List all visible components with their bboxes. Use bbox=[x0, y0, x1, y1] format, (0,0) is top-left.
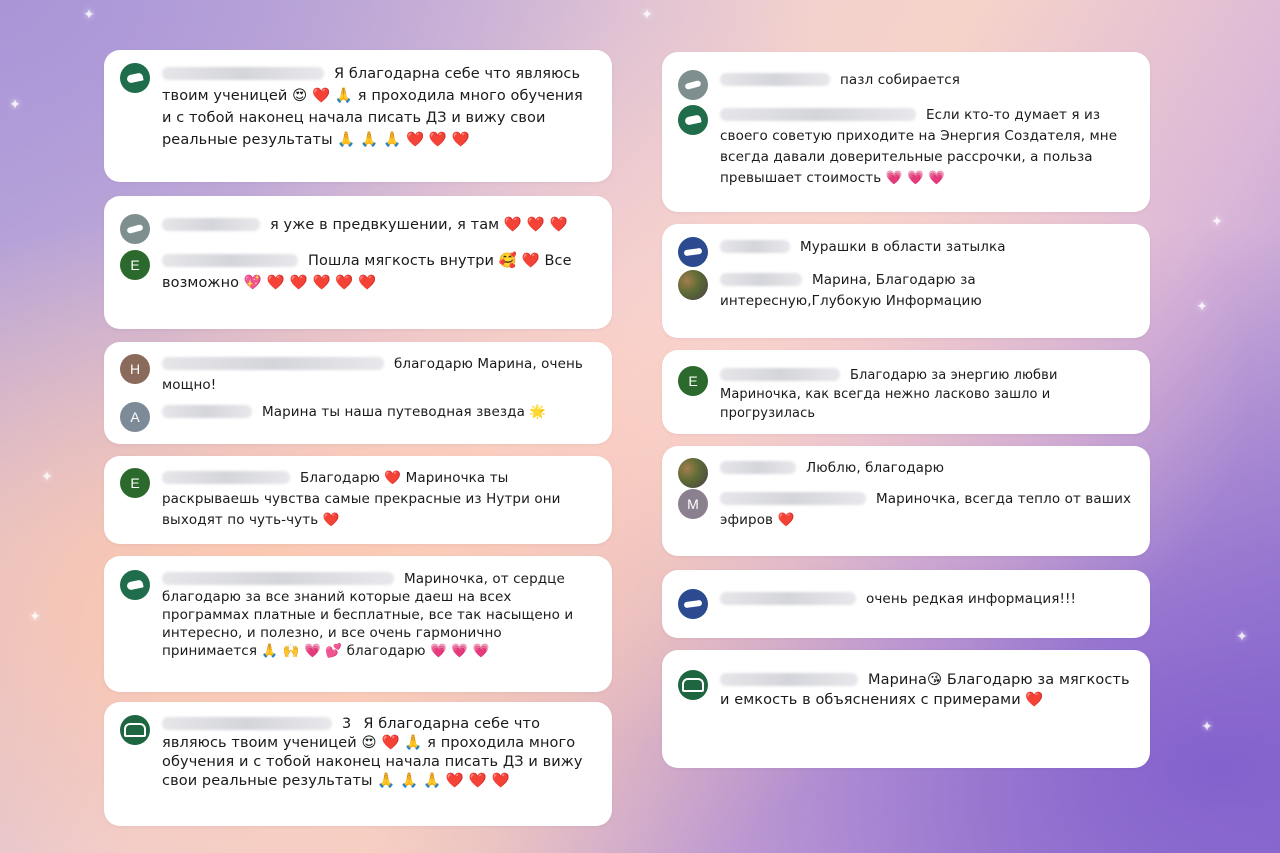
comment bbox=[120, 250, 596, 294]
comment-text: Благодарю за энергию любви Мариночка, как всегда нежно ласково зашло и прогрузилась bbox=[720, 368, 1058, 421]
comment-card bbox=[104, 702, 612, 826]
comment bbox=[120, 468, 596, 531]
comment bbox=[120, 354, 596, 396]
photo-avatar-icon[interactable] bbox=[678, 458, 708, 488]
comment bbox=[678, 366, 1134, 423]
blurred-username[interactable] bbox=[720, 108, 916, 121]
avatar[interactable]: Н bbox=[120, 354, 150, 384]
avatar[interactable]: М bbox=[678, 489, 708, 519]
comment bbox=[678, 670, 1134, 710]
comment-text: Марина, Благодарю за интересную,Глубокую Информацию bbox=[720, 272, 982, 309]
blurred-username[interactable] bbox=[162, 357, 384, 370]
sparkle-icon: ✦ bbox=[41, 469, 53, 485]
bird-logo-icon[interactable] bbox=[678, 105, 708, 135]
comment bbox=[678, 270, 1134, 312]
blurred-username[interactable] bbox=[720, 461, 796, 474]
blurred-username[interactable] bbox=[162, 254, 298, 267]
blurred-username[interactable] bbox=[720, 592, 856, 605]
blurred-username[interactable] bbox=[720, 240, 790, 253]
blurred-username[interactable] bbox=[162, 67, 324, 80]
comment-text: Мариночка, от сердце благодарю за все знаний которые даеш на всех программах платные и бесплатные, все так насыщено и интересно, и полезно, и все очень гармонично принимается 🙏 🙌 💗 💕 благодарю 💗 💗 💗 bbox=[162, 571, 574, 659]
navy-logo-icon[interactable] bbox=[678, 589, 708, 619]
comment-text: Мариночка, всегда тепло от ваших эфиров ❤️ bbox=[720, 491, 1132, 528]
comment-card bbox=[662, 350, 1150, 434]
blurred-username[interactable] bbox=[162, 572, 394, 585]
comment-text: Мурашки в области затылка bbox=[720, 237, 1134, 258]
comment-text: Марина😘 Благодарю за мягкость и емкость в объяснениях с примерами ❤️ bbox=[720, 672, 1130, 708]
comment bbox=[678, 489, 1134, 531]
comment-card bbox=[662, 570, 1150, 638]
user-logo-icon[interactable] bbox=[678, 70, 708, 100]
comment bbox=[678, 105, 1134, 189]
sparkle-icon: ✦ bbox=[1211, 214, 1223, 230]
comment-text: Если кто-то думает я из своего советую приходите на Энергия Создателя, мне всегда давали доверительные рассрочки, а польза превышает стоимость 💗 💗 💗 bbox=[720, 107, 1118, 186]
comment-text: очень редкая информация!!! bbox=[720, 589, 1134, 610]
comment-card bbox=[104, 196, 612, 329]
sparkle-icon: ✦ bbox=[29, 609, 41, 625]
avatar[interactable]: А bbox=[120, 402, 150, 432]
comment-text: Люблю, благодарю bbox=[720, 458, 1134, 479]
comment-text: Благодарю ❤️ Мариночка ты раскрываешь чувства самые прекрасные из Нутри они выходят по чуть-чуть ❤️ bbox=[162, 470, 561, 528]
blurred-username[interactable] bbox=[162, 471, 290, 484]
comment-text: Пошла мягкость внутри 🥰 ❤️ Все возможно 💖 ❤️ ❤️ ❤️ ❤️ ❤️ bbox=[162, 253, 572, 291]
comment bbox=[678, 237, 1134, 258]
bird-logo-icon[interactable] bbox=[120, 63, 150, 93]
user-logo-icon[interactable] bbox=[120, 214, 150, 244]
comment-text: Я благодарна себе что являюсь твоим ученицей 😍 ❤️ 🙏 я проходила много обучения и с тобой наконец начала писать ДЗ и вижу свои реальные результаты 🙏 🙏 🙏 ❤️ ❤️ ❤️ bbox=[162, 66, 583, 148]
blurred-username[interactable] bbox=[720, 368, 840, 381]
comment-card bbox=[662, 446, 1150, 556]
comment bbox=[120, 402, 596, 423]
sparkle-icon: ✦ bbox=[9, 97, 21, 113]
sparkle-icon: ✦ bbox=[1201, 719, 1213, 735]
comment-text: 3 Я благодарна себе что являюсь твоим ученицей 😍 ❤️ 🙏 я проходила много обучения и с тобой наконец начала писать ДЗ и вижу свои реальные результаты 🙏 🙏 🙏 ❤️ ❤️ ❤️ bbox=[162, 716, 583, 789]
navy-logo-icon[interactable] bbox=[678, 237, 708, 267]
comment-card bbox=[104, 556, 612, 692]
blurred-username[interactable] bbox=[162, 405, 252, 418]
comment bbox=[678, 458, 1134, 479]
comment-text: я уже в предвкушении, я там ❤️ ❤️ ❤️ bbox=[162, 214, 596, 236]
stamp-logo-icon[interactable] bbox=[678, 670, 708, 700]
comment bbox=[120, 63, 596, 151]
sparkle-icon: ✦ bbox=[83, 7, 95, 23]
avatar[interactable]: Е bbox=[678, 366, 708, 396]
blurred-username[interactable] bbox=[162, 717, 332, 730]
sparkle-icon: ✦ bbox=[641, 7, 653, 23]
blurred-username[interactable] bbox=[720, 273, 802, 286]
blurred-username[interactable] bbox=[162, 218, 260, 231]
avatar[interactable]: Е bbox=[120, 468, 150, 498]
bird-logo-icon[interactable] bbox=[120, 570, 150, 600]
comment bbox=[120, 715, 596, 791]
blurred-username[interactable] bbox=[720, 492, 866, 505]
photo-avatar-icon[interactable] bbox=[678, 270, 708, 300]
comment-card bbox=[104, 342, 612, 444]
avatar[interactable]: E bbox=[120, 250, 150, 280]
blurred-username[interactable] bbox=[720, 73, 830, 86]
comment bbox=[678, 70, 1134, 91]
comment-card bbox=[662, 52, 1150, 212]
sparkle-icon: ✦ bbox=[1236, 629, 1248, 645]
comment-text: пазл собирается bbox=[720, 70, 1134, 91]
comment-card bbox=[104, 456, 612, 544]
comment-text: благодарю Марина, очень мощно! bbox=[162, 356, 583, 393]
comment-card bbox=[104, 50, 612, 182]
comment bbox=[120, 214, 596, 236]
comment bbox=[120, 570, 596, 660]
comment-card bbox=[662, 224, 1150, 338]
comment-text: Марина ты наша путеводная звезда 🌟 bbox=[162, 402, 596, 423]
sparkle-icon: ✦ bbox=[1196, 299, 1208, 315]
comment bbox=[678, 589, 1134, 610]
stamp-logo-icon[interactable] bbox=[120, 715, 150, 745]
comment-card bbox=[662, 650, 1150, 768]
blurred-username[interactable] bbox=[720, 673, 858, 686]
